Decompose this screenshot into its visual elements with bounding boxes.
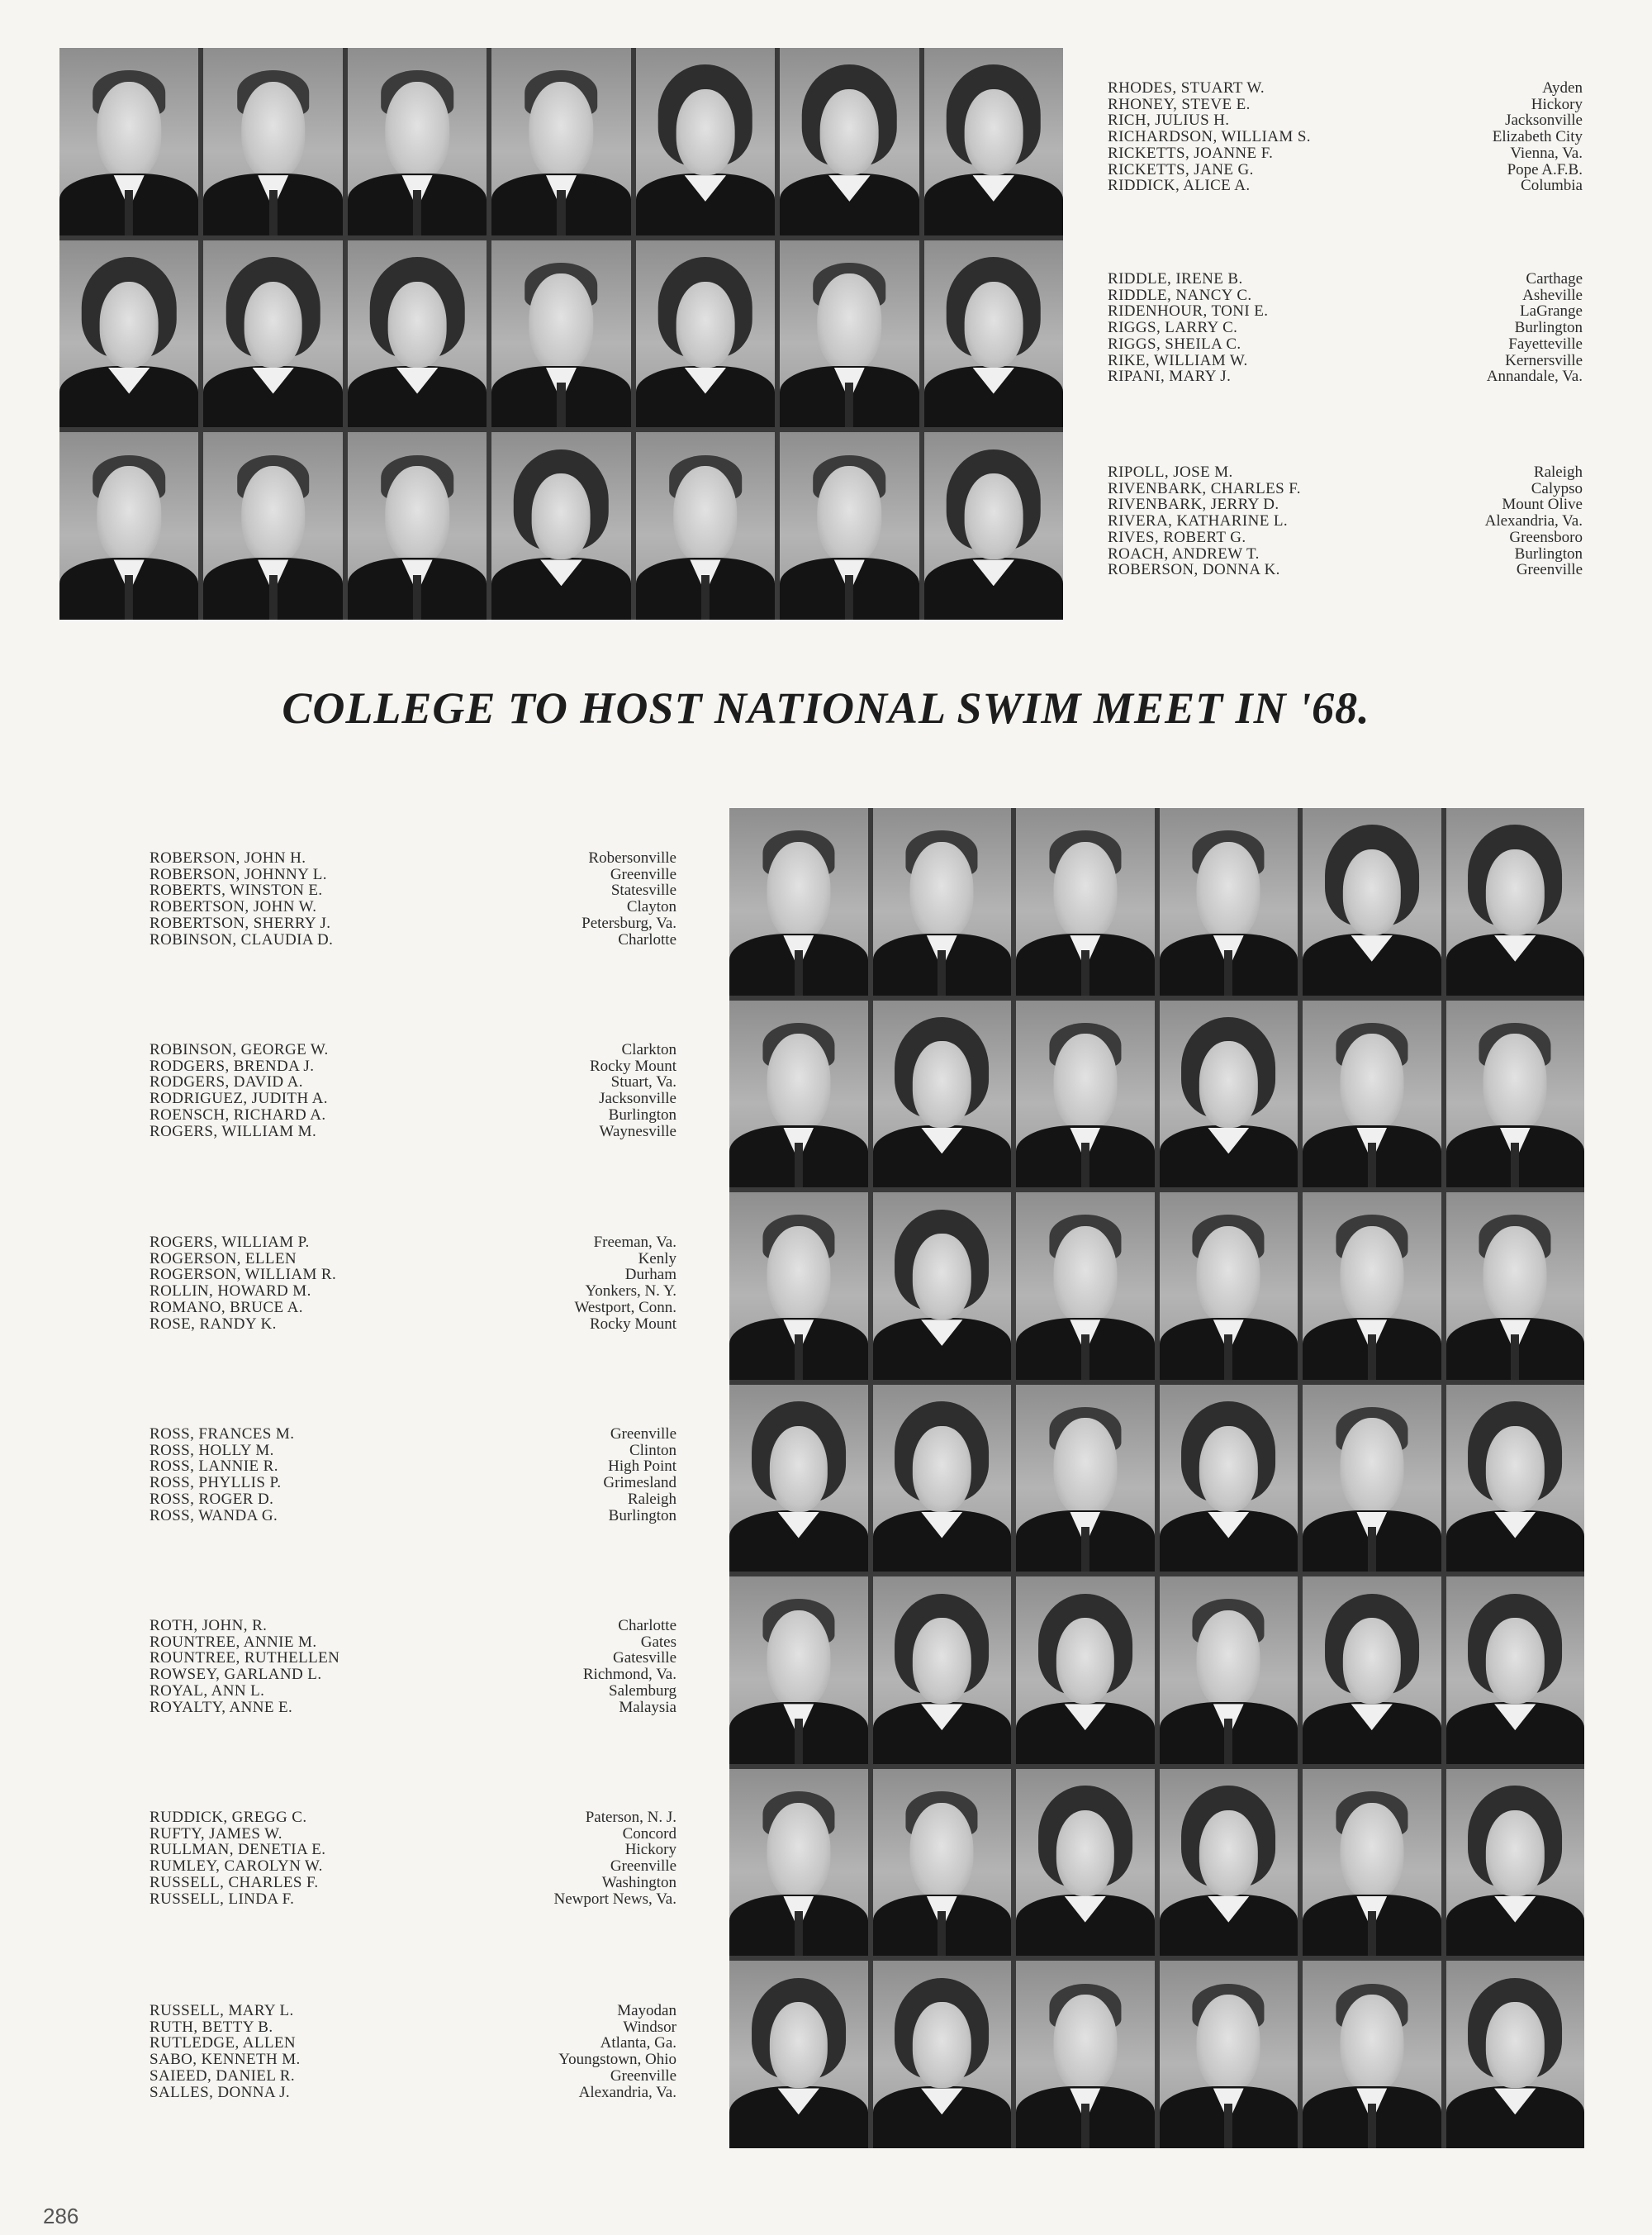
name-entry: RUDDICK, GREGG C. <box>150 1809 307 1826</box>
student-portrait <box>873 1385 1012 1572</box>
name-entry: RIPANI, MARY J. <box>1108 368 1232 386</box>
student-portrait <box>873 1001 1012 1188</box>
city-entry: Fayetteville <box>1508 335 1583 353</box>
name-entry: RIVENBARK, JERRY D. <box>1108 496 1279 514</box>
name-entry: ROBERTS, WINSTON E. <box>150 882 323 900</box>
name-entry: RIDDICK, ALICE A. <box>1108 177 1251 195</box>
student-portrait <box>1446 1385 1585 1572</box>
name-entry: RUSSELL, CHARLES F. <box>150 1873 319 1891</box>
city-entry: Vienna, Va. <box>1510 144 1583 162</box>
student-portrait <box>348 240 487 428</box>
bottom-cities-group-2 <box>590 1042 676 1139</box>
name-entry: ROSS, HOLLY M. <box>150 1441 274 1459</box>
city-entry: Annandale, Va. <box>1486 368 1583 386</box>
city-entry: Mayodan <box>617 2002 676 2019</box>
name-entry: RIKE, WILLIAM W. <box>1108 351 1248 369</box>
student-portrait <box>1016 808 1155 996</box>
student-portrait <box>59 48 198 235</box>
name-entry: ROSE, RANDY K. <box>150 1315 277 1333</box>
city-entry: Carthage <box>1526 270 1583 288</box>
city-entry: Calypso <box>1531 479 1583 497</box>
student-portrait <box>729 1769 868 1957</box>
bottom-cities-group-3 <box>574 1234 676 1332</box>
name-entry: RIDDLE, IRENE B. <box>1108 270 1243 288</box>
student-portrait <box>873 1192 1012 1380</box>
city-entry: Petersburg, Va. <box>582 914 676 932</box>
student-portrait <box>636 240 775 428</box>
city-entry: Clarkton <box>621 1041 676 1058</box>
bottom-names-group-5 <box>150 1618 339 1715</box>
name-entry: ROACH, ANDREW T. <box>1108 544 1260 563</box>
city-entry: Raleigh <box>1533 464 1583 481</box>
student-portrait <box>203 48 342 235</box>
student-portrait <box>1160 1001 1298 1188</box>
city-entry: Windsor <box>623 2018 676 2036</box>
student-portrait <box>1303 1001 1441 1188</box>
city-entry: Newport News, Va. <box>553 1890 676 1908</box>
name-entry: RICKETTS, JANE G. <box>1108 160 1254 178</box>
student-portrait <box>1160 1576 1298 1764</box>
city-entry: Ayden <box>1542 79 1583 97</box>
student-portrait <box>1303 1192 1441 1380</box>
student-portrait <box>1016 1192 1155 1380</box>
city-entry: Paterson, N. J. <box>585 1809 676 1826</box>
name-entry: ROYAL, ANN L. <box>150 1681 265 1700</box>
city-entry: Asheville <box>1522 286 1583 304</box>
name-entry: ROGERS, WILLIAM P. <box>150 1234 310 1251</box>
city-entry: Greenville <box>610 865 676 883</box>
student-portrait <box>1446 1769 1585 1957</box>
name-entry: ROBERTSON, JOHN W. <box>150 898 317 916</box>
name-entry: ROSS, ROGER D. <box>150 1490 274 1508</box>
name-entry: ROTH, JOHN, R. <box>150 1617 268 1634</box>
city-entry: Yonkers, N. Y. <box>585 1282 676 1301</box>
student-portrait <box>348 432 487 620</box>
name-entry: RUTLEDGE, ALLEN <box>150 2034 296 2052</box>
city-entry: Burlington <box>608 1506 676 1524</box>
bottom-cities-group-5 <box>583 1618 676 1715</box>
student-portrait <box>491 240 630 428</box>
student-portrait <box>1446 1576 1585 1764</box>
student-portrait <box>729 1001 868 1188</box>
student-portrait <box>1016 1769 1155 1957</box>
name-entry: RUFTY, JAMES W. <box>150 1824 282 1843</box>
name-entry: SALLES, DONNA J. <box>150 2083 291 2101</box>
bottom-names-group-6 <box>150 1809 325 1907</box>
city-entry: Statesville <box>610 882 676 900</box>
student-portrait <box>924 48 1063 235</box>
student-portrait <box>348 48 487 235</box>
student-portrait <box>780 432 919 620</box>
top-names-group-2 <box>1108 271 1268 385</box>
city-entry: Greenville <box>610 2066 676 2085</box>
student-portrait <box>1160 808 1298 996</box>
name-entry: RICHARDSON, WILLIAM S. <box>1108 128 1311 146</box>
student-portrait <box>780 48 919 235</box>
city-entry: LaGrange <box>1520 302 1583 321</box>
city-entry: Charlotte <box>618 1617 676 1634</box>
name-entry: RHODES, STUART W. <box>1108 79 1265 97</box>
city-entry: Greensboro <box>1509 528 1583 546</box>
city-entry: Rocky Mount <box>589 1057 676 1075</box>
city-entry: Westport, Conn. <box>574 1298 676 1316</box>
student-portrait <box>873 1576 1012 1764</box>
student-portrait <box>1160 1769 1298 1957</box>
student-portrait <box>1160 1385 1298 1572</box>
student-portrait <box>729 1385 868 1572</box>
student-portrait <box>873 1769 1012 1957</box>
name-entry: RULLMAN, DENETIA E. <box>150 1841 326 1859</box>
name-entry: RIVES, ROBERT G. <box>1108 528 1246 546</box>
student-portrait <box>1446 1001 1585 1188</box>
name-entry: ROGERSON, WILLIAM R. <box>150 1266 337 1284</box>
student-portrait <box>1446 1961 1585 2148</box>
name-entry: ROSS, LANNIE R. <box>150 1458 278 1476</box>
student-portrait <box>780 240 919 428</box>
name-entry: RODGERS, DAVID A. <box>150 1073 303 1091</box>
bottom-names-group-2 <box>150 1042 329 1139</box>
city-entry: Burlington <box>608 1106 676 1124</box>
top-cities-group-3 <box>1485 464 1583 578</box>
city-entry: Durham <box>624 1266 676 1284</box>
bottom-names-group-7 <box>150 2003 301 2100</box>
city-entry: Burlington <box>1514 544 1583 563</box>
city-entry: Burlington <box>1514 319 1583 337</box>
student-portrait <box>924 240 1063 428</box>
student-portrait <box>491 48 630 235</box>
city-entry: Robersonville <box>588 849 676 867</box>
student-portrait <box>1160 1961 1298 2148</box>
name-entry: RIDDLE, NANCY C. <box>1108 286 1252 304</box>
student-portrait <box>1303 1576 1441 1764</box>
top-names-group-3 <box>1108 464 1301 578</box>
student-portrait <box>1016 1385 1155 1572</box>
bottom-cities-group-1 <box>582 850 676 948</box>
city-entry: Alexandria, Va. <box>578 2083 676 2101</box>
city-entry: Elizabeth City <box>1492 128 1583 146</box>
student-portrait <box>924 432 1063 620</box>
student-portrait <box>636 48 775 235</box>
name-entry: ROMANO, BRUCE A. <box>150 1298 303 1316</box>
name-entry: RIDENHOUR, TONI E. <box>1108 302 1269 321</box>
city-entry: Rocky Mount <box>589 1315 676 1333</box>
name-entry: ROUNTREE, RUTHELLEN <box>150 1649 340 1667</box>
city-entry: Grimesland <box>603 1474 676 1492</box>
name-entry: ROBERSON, JOHNNY L. <box>150 865 327 883</box>
name-entry: RUMLEY, CAROLYN W. <box>150 1857 323 1876</box>
city-entry: Greenville <box>610 1857 676 1876</box>
city-entry: Hickory <box>1531 95 1583 113</box>
city-entry: Gatesville <box>612 1649 676 1667</box>
name-entry: ROSS, FRANCES M. <box>150 1425 295 1443</box>
name-entry: RIVENBARK, CHARLES F. <box>1108 479 1301 497</box>
name-entry: ROYALTY, ANNE E. <box>150 1698 293 1716</box>
bottom-names-group-3 <box>150 1234 336 1332</box>
name-entry: ROLLIN, HOWARD M. <box>150 1282 311 1301</box>
name-entry: RUSSELL, MARY L. <box>150 2002 294 2019</box>
city-entry: Greenville <box>610 1425 676 1443</box>
city-entry: Raleigh <box>627 1490 676 1508</box>
page-number: 286 <box>43 2204 79 2228</box>
bottom-names-group-4 <box>150 1426 294 1524</box>
bottom-cities-group-7 <box>558 2003 676 2100</box>
name-entry: RIGGS, LARRY C. <box>1108 319 1238 337</box>
bottom-cities-group-4 <box>603 1426 676 1524</box>
name-entry: RIVERA, KATHARINE L. <box>1108 512 1289 530</box>
student-portrait <box>203 432 342 620</box>
city-entry: Jacksonville <box>599 1090 676 1108</box>
city-entry: Clinton <box>629 1441 676 1459</box>
city-entry: Columbia <box>1521 177 1583 195</box>
student-portrait <box>636 432 775 620</box>
bottom-names-group-1 <box>150 850 333 948</box>
name-entry: SAIEED, DANIEL R. <box>150 2066 296 2085</box>
student-portrait <box>59 432 198 620</box>
top-cities-group-2 <box>1487 271 1583 385</box>
student-portrait <box>1160 1192 1298 1380</box>
name-entry: ROWSEY, GARLAND L. <box>150 1666 322 1684</box>
name-entry: ROGERSON, ELLEN <box>150 1249 297 1267</box>
name-entry: ROBERTSON, SHERRY J. <box>150 914 331 932</box>
city-entry: Malaysia <box>619 1698 676 1716</box>
student-portrait <box>59 240 198 428</box>
name-entry: RUSSELL, LINDA F. <box>150 1890 295 1908</box>
name-entry: RICKETTS, JOANNE F. <box>1108 144 1274 162</box>
city-entry: Hickory <box>624 1841 676 1859</box>
top-cities-group-1 <box>1493 80 1583 194</box>
name-entry: ROBERSON, DONNA K. <box>1108 561 1280 579</box>
student-portrait <box>1016 1961 1155 2148</box>
city-entry: Youngstown, Ohio <box>558 2051 676 2069</box>
student-portrait <box>729 1576 868 1764</box>
top-portrait-grid <box>59 48 1063 620</box>
student-portrait <box>873 1961 1012 2148</box>
name-entry: ROBINSON, CLAUDIA D. <box>150 930 334 949</box>
city-entry: Alexandria, Va. <box>1484 512 1583 530</box>
name-entry: RUTH, BETTY B. <box>150 2018 273 2036</box>
student-portrait <box>203 240 342 428</box>
name-entry: ROBERSON, JOHN H. <box>150 849 306 867</box>
city-entry: Kernersville <box>1505 351 1583 369</box>
student-portrait <box>1303 808 1441 996</box>
city-entry: Freeman, Va. <box>593 1234 676 1251</box>
student-portrait <box>729 808 868 996</box>
student-portrait <box>1446 1192 1585 1380</box>
city-entry: Stuart, Va. <box>610 1073 676 1091</box>
headline: COLLEGE TO HOST NATIONAL SWIM MEET IN '68. <box>282 683 1370 733</box>
city-entry: Atlanta, Ga. <box>600 2034 676 2052</box>
city-entry: Gates <box>640 1633 676 1651</box>
city-entry: High Point <box>608 1458 676 1476</box>
city-entry: Clayton <box>626 898 676 916</box>
name-entry: RODGERS, BRENDA J. <box>150 1057 315 1075</box>
student-portrait <box>1303 1961 1441 2148</box>
bottom-cities-group-6 <box>554 1809 676 1907</box>
name-entry: RODRIGUEZ, JUDITH A. <box>150 1090 328 1108</box>
student-portrait <box>1303 1385 1441 1572</box>
name-entry: ROSS, WANDA G. <box>150 1506 278 1524</box>
city-entry: Kenly <box>638 1249 676 1267</box>
name-entry: ROENSCH, RICHARD A. <box>150 1106 326 1124</box>
city-entry: Jacksonville <box>1505 112 1583 130</box>
bottom-portrait-grid <box>729 808 1584 2148</box>
city-entry: Waynesville <box>599 1122 676 1140</box>
city-entry: Salemburg <box>609 1681 676 1700</box>
student-portrait <box>873 808 1012 996</box>
city-entry: Concord <box>622 1824 676 1843</box>
name-entry: RIPOLL, JOSE M. <box>1108 464 1233 481</box>
student-portrait <box>1446 808 1585 996</box>
city-entry: Richmond, Va. <box>582 1666 676 1684</box>
student-portrait <box>729 1961 868 2148</box>
city-entry: Charlotte <box>618 930 676 949</box>
name-entry: SABO, KENNETH M. <box>150 2051 301 2069</box>
city-entry: Mount Olive <box>1502 496 1583 514</box>
name-entry: RHONEY, STEVE E. <box>1108 95 1251 113</box>
city-entry: Washington <box>601 1873 676 1891</box>
city-entry: Greenville <box>1516 561 1583 579</box>
student-portrait <box>1016 1576 1155 1764</box>
top-names-group-1 <box>1108 80 1311 194</box>
student-portrait <box>729 1192 868 1380</box>
student-portrait <box>1303 1769 1441 1957</box>
name-entry: RICH, JULIUS H. <box>1108 112 1230 130</box>
city-entry: Pope A.F.B. <box>1507 160 1583 178</box>
name-entry: RIGGS, SHEILA C. <box>1108 335 1241 353</box>
name-entry: ROBINSON, GEORGE W. <box>150 1041 329 1058</box>
name-entry: ROSS, PHYLLIS P. <box>150 1474 282 1492</box>
name-entry: ROUNTREE, ANNIE M. <box>150 1633 317 1651</box>
name-entry: ROGERS, WILLIAM M. <box>150 1122 317 1140</box>
student-portrait <box>1016 1001 1155 1188</box>
student-portrait <box>491 432 630 620</box>
